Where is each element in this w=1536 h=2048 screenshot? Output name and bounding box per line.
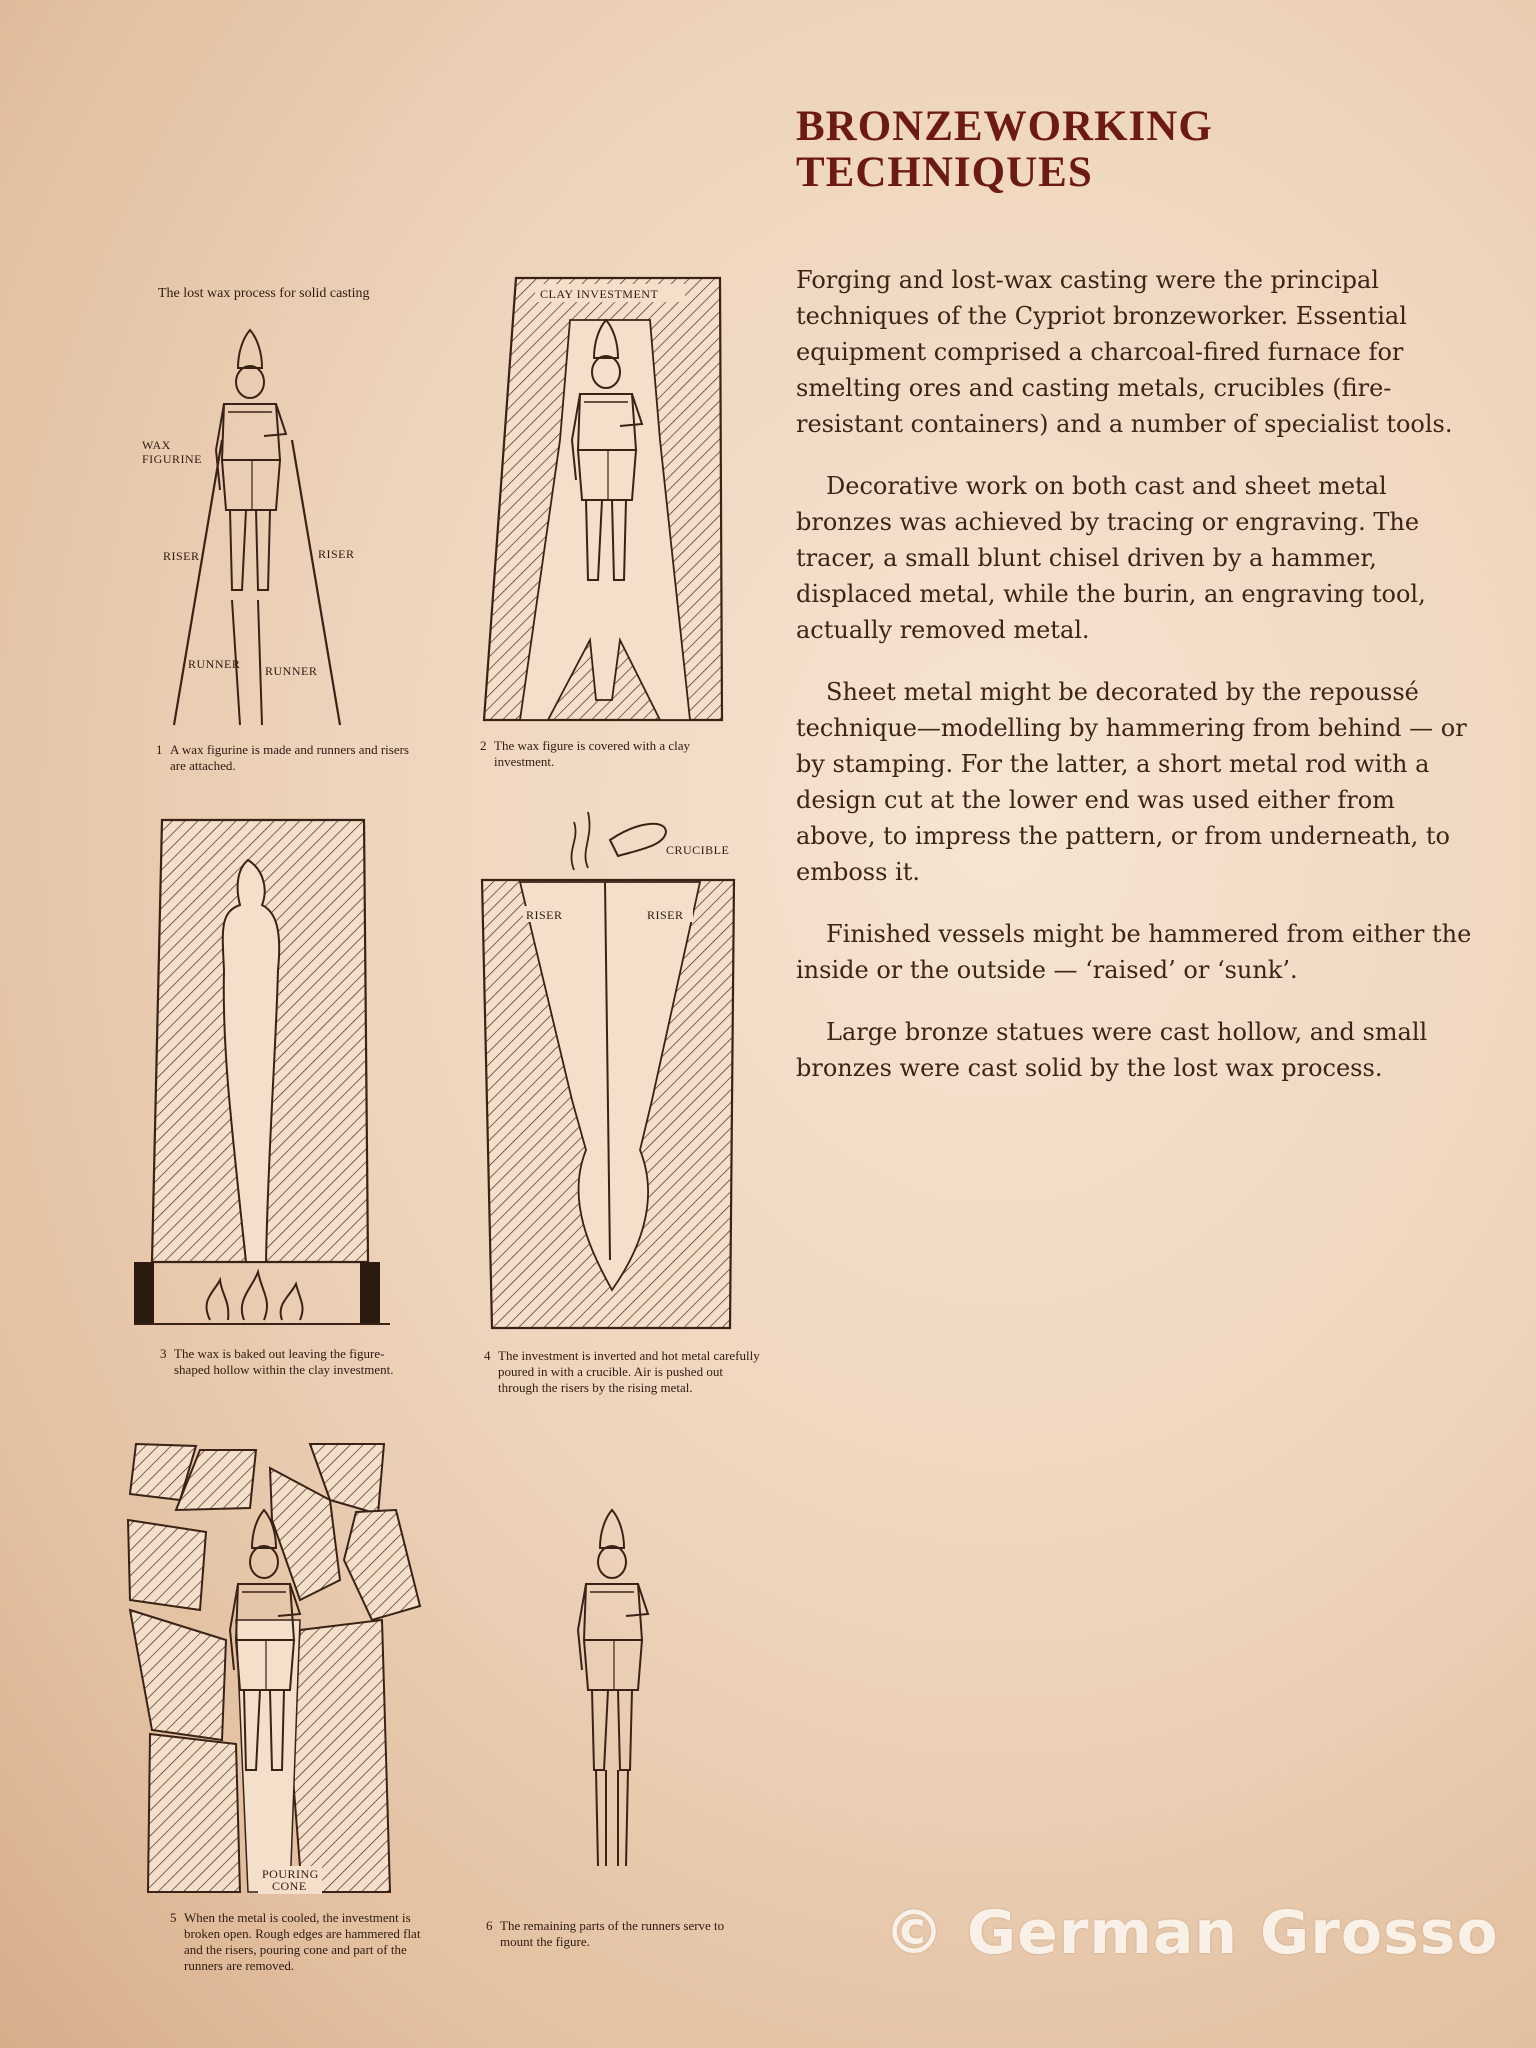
caption-step-6-number: 6 — [486, 1918, 493, 1933]
label-clay-investment: CLAY INVESTMENT — [540, 287, 659, 301]
paragraph-1: Forging and lost-wax casting were the principal techniques of the Cypriot bronzeworker. Essential equipment comprised a charcoal-fired furnace for smelting ores and casting metals, crucibles (fire-resistant containers) and a number of specialist tools. — [796, 266, 1453, 438]
title-line-1: BRONZEWORKING — [796, 103, 1213, 150]
label-riser-left: RISER — [163, 549, 200, 563]
panel-6-finished-figure — [578, 1510, 648, 1866]
body-text — [796, 262, 1478, 1112]
panel-1-wax-figurine — [142, 330, 355, 725]
caption-step-5 — [170, 1910, 422, 1974]
caption-step-1-text: A wax figurine is made and runners and risers are attached. — [170, 742, 409, 773]
label-figurine: FIGURINE — [142, 452, 202, 466]
caption-step-3 — [160, 1346, 414, 1378]
label-runner-left: RUNNER — [188, 657, 241, 671]
caption-step-1-number: 1 — [156, 742, 163, 757]
caption-step-5-text: When the metal is cooled, the investment is broken open. Rough edges are hammered flat and the risers, pouring cone and part of the runners are removed. — [184, 1910, 421, 1973]
panel-5-broken-investment — [128, 1444, 420, 1894]
paragraph-3: Sheet metal might be decorated by the repoussé technique—modelling by hammering from behind — or by stamping. For the latter, a short metal rod with a design cut at the lower end was used either from above, to impress the pattern, or from underneath, to emboss it. — [796, 678, 1467, 886]
paragraph-4: Finished vessels might be hammered from either the inside or the outside — ‘raised’ or ‘sunk’. — [796, 920, 1472, 984]
caption-step-2-number: 2 — [480, 738, 487, 753]
copyright-watermark: © German Grosso — [884, 1898, 1499, 1968]
panel-2-clay-investment — [484, 278, 722, 720]
paragraph-5: Large bronze statues were cast hollow, and small bronzes were cast solid by the lost wax process. — [796, 1018, 1428, 1082]
caption-step-5-number: 5 — [170, 1910, 177, 1925]
caption-step-3-text: The wax is baked out leaving the figure-shaped hollow within the clay investment. — [174, 1346, 394, 1377]
label-cone: CONE — [272, 1879, 307, 1893]
caption-step-4 — [484, 1348, 760, 1396]
title-line-2: TECHNIQUES — [796, 149, 1093, 196]
label-wax: WAX — [142, 438, 171, 452]
page-title — [796, 104, 1436, 196]
caption-step-2 — [480, 738, 744, 770]
label-crucible: CRUCIBLE — [666, 843, 730, 857]
panel-3-wax-baked-out — [134, 820, 390, 1324]
label-riser-4-left: RISER — [526, 908, 563, 922]
paragraph-2: Decorative work on both cast and sheet metal bronzes was achieved by tracing or engraving. The tracer, a small blunt chisel driven by a hammer, displaced metal, while the burin, an engraving tool, actually removed metal. — [796, 472, 1426, 644]
caption-step-4-text: The investment is inverted and hot metal carefully poured in with a crucible. Air is pushed out through the risers by the rising metal. — [498, 1348, 760, 1395]
caption-step-6-text: The remaining parts of the runners serve to mount the figure. — [500, 1918, 725, 1949]
caption-step-2-text: The wax figure is covered with a clay investment. — [494, 738, 691, 769]
label-riser-4-right: RISER — [647, 908, 684, 922]
caption-step-4-number: 4 — [484, 1348, 491, 1363]
diagram-title: The lost wax process for solid casting — [158, 286, 370, 301]
caption-step-6 — [486, 1918, 750, 1950]
panel-4-metal-pouring — [482, 812, 734, 1328]
label-pouring: POURING — [262, 1867, 319, 1881]
caption-step-3-number: 3 — [160, 1346, 167, 1361]
label-runner-right: RUNNER — [265, 664, 318, 678]
label-riser-right: RISER — [318, 547, 355, 561]
caption-step-1 — [156, 742, 420, 774]
